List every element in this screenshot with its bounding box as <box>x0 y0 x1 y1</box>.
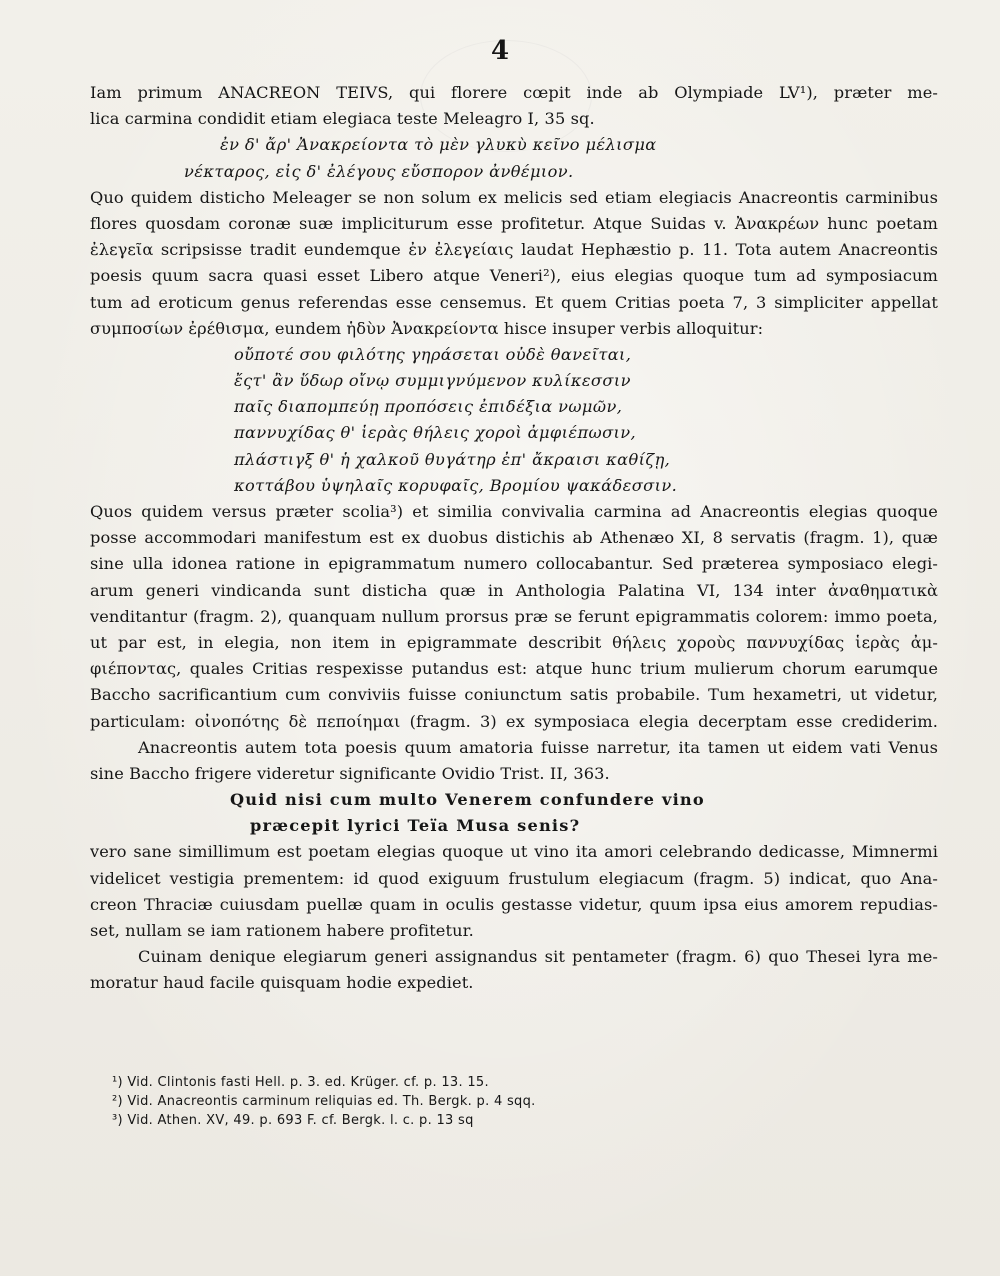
text-line: posse accommodari manifestum est ex duobus distichis ab Athenæo XI, 8 servatis (fragm. 1), quæ <box>90 528 938 548</box>
greek-verse-line: ἐν δ' ἄρ' Ἀνακρείοντα τὸ μὲν γλυκὺ κεῖνο μέλισμα <box>220 135 657 155</box>
text-line: set, nullam se iam rationem habere profitetur. <box>90 921 474 940</box>
footnote: ³) Vid. Athen. XV, 49. p. 693 F. cf. Bergk. l. c. p. 13 sq <box>112 1113 474 1128</box>
text-line: Anacreontis autem tota poesis quum amatoria fuisse narretur, ita tamen ut eidem vati Venus <box>138 737 938 757</box>
greek-verse-line: πλάστιγξ θ' ἡ χαλκοῦ θυγάτηρ ἐπ' ἄκραισι καθίζῃ, <box>234 449 671 469</box>
text-line: ut par est, in elegia, non item in epigrammate describit θήλεις χοροὺς παννυχίδας ἱερὰς ἀμ- <box>90 632 938 652</box>
text-line: vero sane simillimum est poetam elegias quoque ut vino ita amori celebrando dedicasse, Mimnermi <box>90 842 938 862</box>
greek-verse-line: κοττάβου ὑψηλαῖς κορυφαῖς, Βρομίου ψακάδεσσιν. <box>234 475 678 495</box>
text-line: sine ulla idonea ratione in epigrammatum numero collocabantur. Sed præterea symposiaco elegi- <box>90 554 938 574</box>
latin-verse-line: Quid nisi cum multo Venerem confundere vino <box>230 790 705 810</box>
text-line: flores quosdam coronæ suæ impliciturum esse profitetur. Atque Suidas v. Ἀνακρέων hunc poetam <box>90 213 938 233</box>
text-line: poesis quum sacra quasi esset Libero atque Veneri²), eius elegias quoque tum ad symposiacum <box>90 266 938 286</box>
text-line: lica carmina condidit etiam elegiaca teste Meleagro I, 35 sq. <box>90 109 595 129</box>
greek-verse-line: παῖς διαπομπεύῃ προπόσεις ἐπιδέξια νωμῶν, <box>234 397 623 417</box>
text-line: Cuinam denique elegiarum generi assignandus sit pentameter (fragm. 6) quo Thesei lyra me- <box>138 947 938 967</box>
text-line: particulam: οἰνοπότης δὲ πεποίημαι (fragm. 3) ex symposiaca elegia decerptam esse crediderim. <box>90 711 938 731</box>
text-line: creon Thraciæ cuiusdam puellæ quam in oculis gestasse videtur, quum ipsa eius amorem repudias- <box>90 894 938 914</box>
footnote: ¹) Vid. Clintonis fasti Hell. p. 3. ed. Krüger. cf. p. 13. 15. <box>112 1075 489 1090</box>
footnote: ²) Vid. Anacreontis carminum reliquias ed. Th. Bergk. p. 4 sqq. <box>112 1094 536 1109</box>
text-line: ἐλεγεῖα scripsisse tradit eundemque ἐν ἐλεγείαις laudat Hephæstio p. 11. Tota autem Anacreontis <box>90 240 938 260</box>
text-line: moratur haud facile quisquam hodie expediet. <box>90 973 474 993</box>
greek-verse-line: νέκταρος, εἰς δ' ἐλέγους εὔσπορον ἀνθέμιον. <box>184 161 574 181</box>
text-line: φιέποντας, quales Critias respexisse putandus est: atque hunc trium mulierum chorum earumque <box>90 659 938 679</box>
text-line: arum generi vindicanda sunt disticha quæ in Anthologia Palatina VI, 134 inter ἀναθηματικὰ <box>90 580 938 600</box>
text-line: Quo quidem disticho Meleager se non solum ex melicis sed etiam elegiacis Anacreontis carminibus <box>90 187 938 207</box>
greek-verse-line: οὔποτέ σου φιλότης γηράσεται οὐδὲ θανεῖται, <box>234 344 632 364</box>
page-number: 4 <box>490 36 510 66</box>
text-line: videlicet vestigia prementem: id quod exiguum frustulum elegiacum (fragm. 5) indicat, quo Ana- <box>90 868 938 888</box>
text-line: venditantur (fragm. 2), quanquam nullum prorsus præ se ferunt epigrammatis colorem: immo poeta, <box>90 606 938 626</box>
greek-verse-line: ἔςτ' ἂν ὕδωρ οἴνῳ συμμιγνύμενον κυλίκεσσιν <box>234 371 631 391</box>
body-text <box>90 80 938 997</box>
text-line: Quos quidem versus præter scolia³) et similia convivalia carmina ad Anacreontis elegias quoque <box>90 502 938 521</box>
text-line: συμποσίων ἐρέθισμα, eundem ἡδὺν Ἀνακρείοντα hisce insuper verbis alloquitur: <box>90 318 764 338</box>
text-line: sine Baccho frigere videretur significante Ovidio Trist. II, 363. <box>90 763 610 783</box>
text-line: Iam primum ANACREON TEIVS, qui florere cœpit inde ab Olympiade LV¹), præter me- <box>90 83 938 102</box>
text-line: Baccho sacrificantium cum conviviis fuisse coniunctum satis probabile. Tum hexametri, ut videtur, <box>90 685 938 705</box>
text-line: tum ad eroticum genus referendas esse censemus. Et quem Critias poeta 7, 3 simpliciter appellat <box>90 292 938 312</box>
footnotes <box>112 1073 832 1130</box>
latin-verse-line: præcepit lyrici Teïa Musa senis? <box>250 816 581 836</box>
greek-verse-line: παννυχίδας θ' ἱερὰς θήλεις χοροὶ ἀμφιέπωσιν, <box>234 423 637 443</box>
